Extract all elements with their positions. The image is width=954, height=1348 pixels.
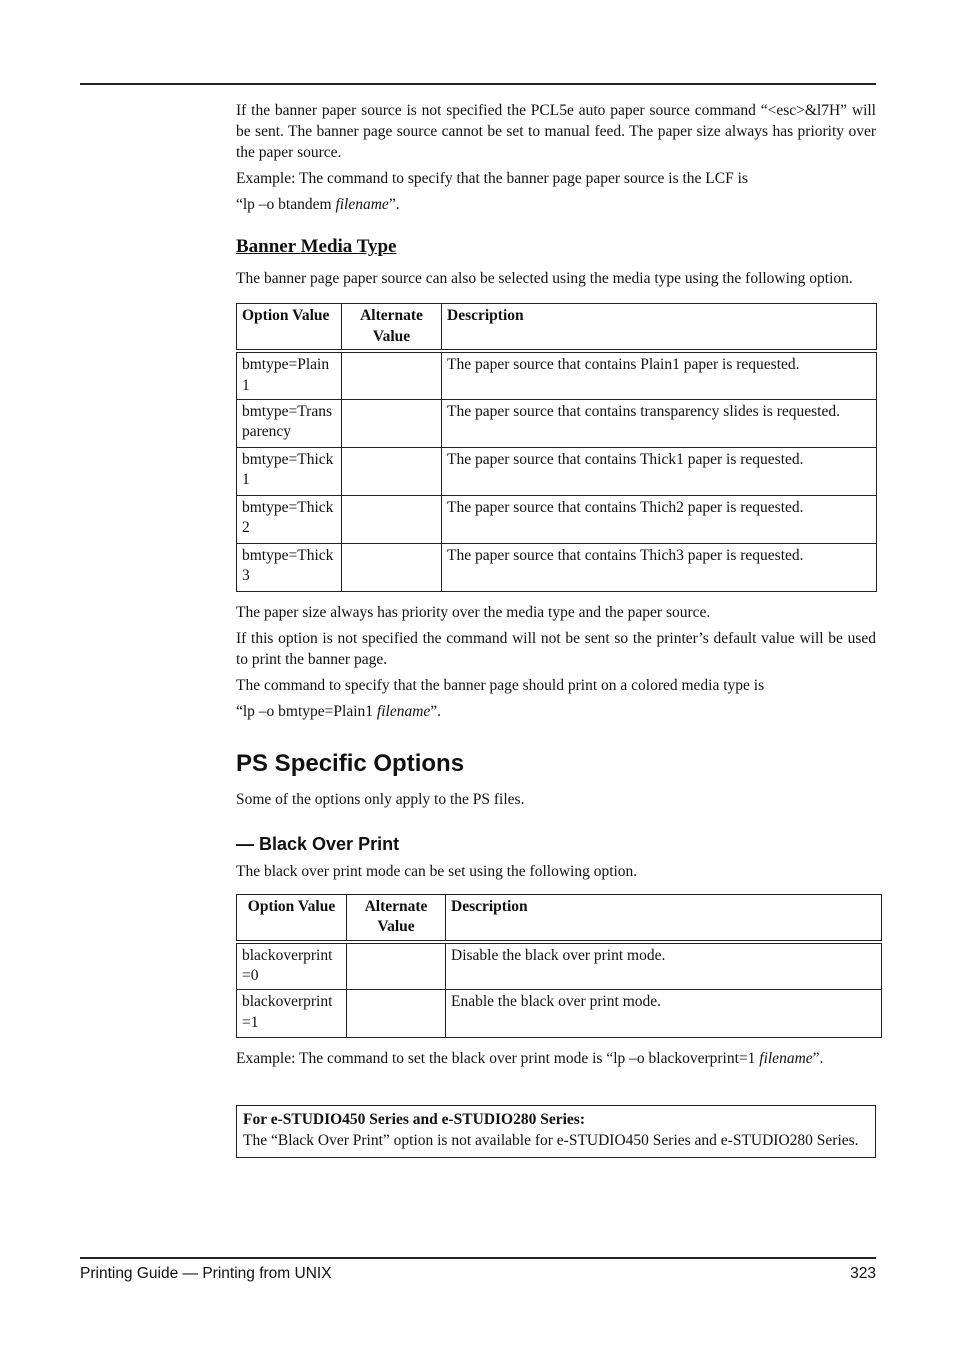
command-suffix: ”. <box>388 196 400 213</box>
intro-example-paragraph: Example: The command to specify that the banner page paper source is the LCF is <box>236 170 748 187</box>
page-footer <box>80 1264 876 1284</box>
command-filename: filename <box>376 702 431 720</box>
banner-media-paragraph: The banner page paper source can also be selected using the media type using the following option. <box>236 270 853 287</box>
alternate-cell <box>347 942 446 990</box>
banner-media-table <box>236 303 877 592</box>
note-box <box>236 1105 876 1158</box>
description-cell: The paper source that contains Thick1 paper is requested. <box>442 447 877 495</box>
column-header-description: Description <box>446 894 882 942</box>
black-over-print-example <box>236 1048 876 1069</box>
option-cell: blackoverprint=1 <box>237 990 347 1038</box>
colored-media-paragraph: The command to specify that the banner page should print on a colored media type is <box>236 676 765 694</box>
table-header-row <box>237 304 877 352</box>
column-header-option: Option Value <box>237 304 342 352</box>
option-cell: bmtype=Thick2 <box>237 495 342 543</box>
ps-specific-options-heading: PS Specific Options <box>236 749 465 777</box>
command-text: “lp –o bmtype=Plain1 <box>236 702 377 720</box>
option-cell: bmtype=Transparency <box>237 399 342 447</box>
column-header-alternate: Alternate Value <box>347 894 446 942</box>
banner-media-type-heading: Banner Media Type <box>236 236 397 257</box>
column-header-description: Description <box>442 304 877 352</box>
black-over-print-heading: — Black Over Print <box>236 833 400 854</box>
option-cell: bmtype=Thick3 <box>237 543 342 591</box>
description-cell: The paper source that contains Thich3 paper is requested. <box>442 543 877 591</box>
ps-options-paragraph: Some of the options only apply to the PS files. <box>236 790 525 808</box>
note-title: For e-STUDIO450 Series and e-STUDIO280 Series: <box>243 1111 585 1128</box>
table-row <box>237 990 882 1038</box>
option-cell: blackoverprint=0 <box>237 942 347 990</box>
black-over-print-paragraph: The black over print mode can be set using the following option. <box>236 862 638 880</box>
option-cell: bmtype=Plain1 <box>237 351 342 399</box>
header-rule <box>80 83 876 85</box>
table-row <box>237 495 877 543</box>
bmtype-command-line <box>236 701 876 722</box>
alternate-cell <box>347 990 446 1038</box>
description-cell: The paper source that contains Thich2 paper is requested. <box>442 495 877 543</box>
example-text: Example: The command to set the black over print mode is “lp –o blackoverprint=1 <box>236 1050 760 1067</box>
note-body: The “Black Over Print” option is not available for e-STUDIO450 Series and e-STUDIO280 Series. <box>243 1132 859 1149</box>
black-over-print-table <box>236 894 882 1039</box>
description-cell: Disable the black over print mode. <box>446 942 882 990</box>
table-row <box>237 543 877 591</box>
intro-paragraph: If the banner paper source is not specified the PCL5e auto paper source command “<esc>&l7H” will be sent. The banner page source cannot be set to manual feed. The paper size always has priority over the paper source. <box>236 102 876 161</box>
alternate-cell <box>342 351 442 399</box>
command-filename: filename <box>335 196 389 213</box>
column-header-option: Option Value <box>237 894 347 942</box>
description-cell: The paper source that contains transparency slides is requested. <box>442 399 877 447</box>
alternate-cell <box>342 495 442 543</box>
alternate-cell <box>342 447 442 495</box>
option-cell: bmtype=Thick1 <box>237 447 342 495</box>
alternate-cell <box>342 399 442 447</box>
footer-title: Printing Guide — Printing from UNIX <box>80 1265 332 1282</box>
table-row <box>237 447 877 495</box>
intro-command-line <box>236 194 876 215</box>
page-content <box>236 100 876 1158</box>
footer-rule <box>80 1257 876 1259</box>
table-row <box>237 942 882 990</box>
page-number: 323 <box>850 1265 876 1282</box>
example-suffix: ”. <box>812 1050 824 1067</box>
description-cell: The paper source that contains Plain1 paper is requested. <box>442 351 877 399</box>
column-header-alternate: Alternate Value <box>342 304 442 352</box>
description-cell: Enable the black over print mode. <box>446 990 882 1038</box>
default-paragraph: If this option is not specified the command will not be sent so the printer’s default value will be used to print the banner page. <box>236 629 876 668</box>
priority-paragraph: The paper size always has priority over the media type and the paper source. <box>236 603 711 621</box>
command-text: “lp –o btandem <box>236 196 336 213</box>
command-suffix: ”. <box>430 702 442 720</box>
table-row <box>237 399 877 447</box>
table-header-row <box>237 894 882 942</box>
example-filename: filename <box>759 1050 813 1067</box>
table-row <box>237 351 877 399</box>
alternate-cell <box>342 543 442 591</box>
